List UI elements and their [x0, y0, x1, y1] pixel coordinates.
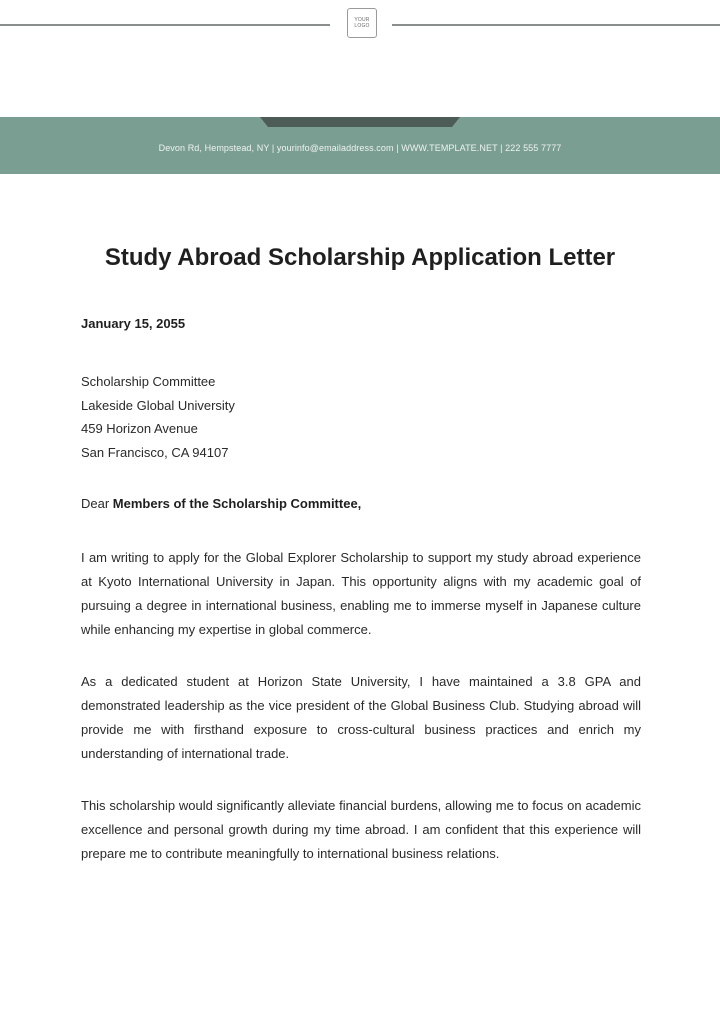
- body-paragraph: This scholarship would significantly alleviate financial burdens, allowing me to focus on academic excellence and personal growth during my time abroad. I am confident that this experience will prepare me to contribute meaningfully to international business relations.: [81, 798, 641, 861]
- header-rule-left: [0, 24, 330, 26]
- body-paragraph: As a dedicated student at Horizon State University, I have maintained a 3.8 GPA and demonstrated leadership as the vice president of the Global Business Club. Studying abroad will provide me with firsthand exposure to cross-cultural business practices and enrich my understanding of international trade.: [81, 674, 641, 761]
- letter-title: Study Abroad Scholarship Application Letter: [104, 244, 616, 271]
- body-paragraph: I am writing to apply for the Global Explorer Scholarship to support my study abroad experience at Kyoto International University in Japan. This opportunity aligns with my academic goal of pursuing a degree in international business, enabling me to immerse myself in Japanese culture while enhancing my expertise in global commerce.: [81, 550, 641, 637]
- address-line: San Francisco, CA 94107: [81, 444, 229, 460]
- salutation: [81, 496, 361, 511]
- address-line: Lakeside Global University: [81, 397, 235, 413]
- salutation-recipient: Members of the Scholarship Committee,: [112, 496, 362, 511]
- header-rule-right: [392, 24, 720, 26]
- address-line: 459 Horizon Avenue: [81, 421, 198, 436]
- address-line: Scholarship Committee: [81, 374, 216, 389]
- contact-band-tab: [260, 117, 460, 127]
- logo-placeholder-text: YOUR LOGO: [354, 17, 370, 29]
- company-logo: [347, 8, 377, 38]
- recipient-address: [81, 370, 235, 464]
- salutation-prefix: Dear: [81, 496, 113, 511]
- contact-info: Devon Rd, Hempstead, NY | yourinfo@emailaddress.com | WWW.TEMPLATE.NET | 222 555 7777: [158, 143, 562, 153]
- letter-date: January 15, 2055: [81, 316, 186, 331]
